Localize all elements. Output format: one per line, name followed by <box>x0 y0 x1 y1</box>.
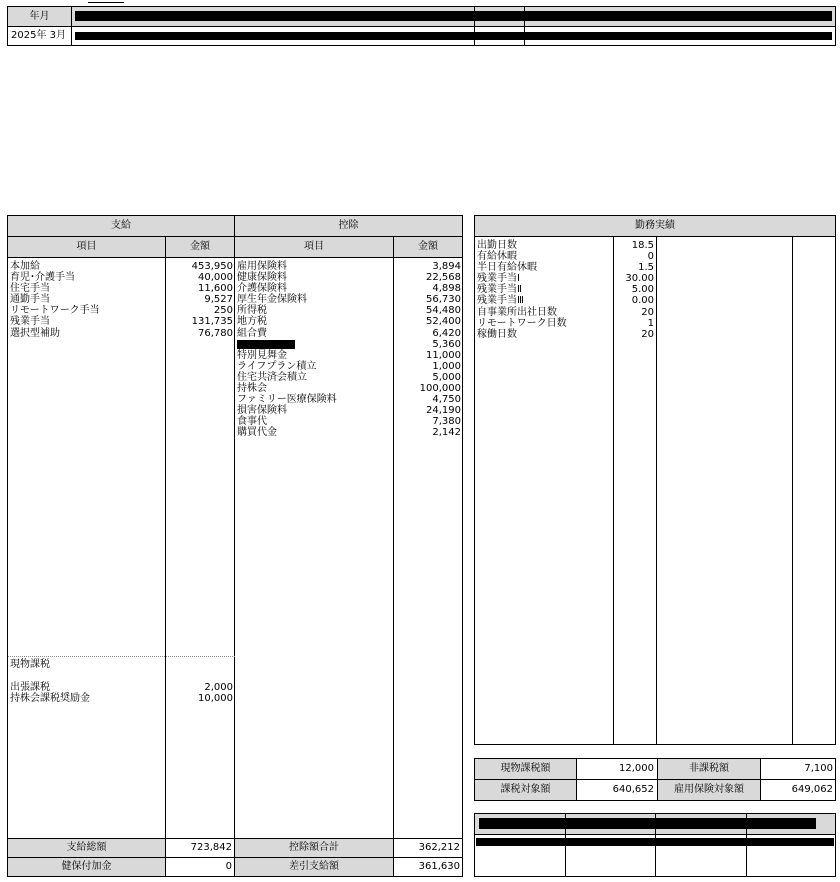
insurance-addition-value: 0 <box>225 861 232 872</box>
attendance-labels <box>477 240 611 340</box>
top-underline <box>88 2 124 3</box>
list-item: 持株会 <box>237 383 267 395</box>
list-item: 所得税 <box>237 305 267 317</box>
list-item: 4,750 <box>432 394 461 406</box>
deductions-section-title: 控除 <box>234 215 463 237</box>
non-taxable-value: 7,100 <box>804 763 833 774</box>
list-item: 56,730 <box>426 294 461 306</box>
deductions-item-labels <box>237 261 389 439</box>
col-divider <box>613 236 614 745</box>
taxable-base-label: 課税対象額 <box>500 784 551 795</box>
redaction-bar <box>476 838 834 846</box>
list-item: 5.00 <box>631 284 654 296</box>
list-item: 購買代金 <box>237 427 277 439</box>
list-item: 住宅手当 <box>10 283 50 295</box>
taxable-base-value: 640,652 <box>612 784 654 795</box>
list-item: 24,190 <box>426 405 461 417</box>
payments-section-title: 支給 <box>7 215 235 237</box>
list-item: 稼働日数 <box>477 328 517 340</box>
deductions-col-amount: 金額 <box>393 236 463 258</box>
deductions-item-amounts <box>396 261 461 439</box>
attendance-section-title: 勤務実績 <box>474 215 836 237</box>
list-item: 22,568 <box>426 272 461 284</box>
list-item: 7,380 <box>432 416 461 428</box>
employment-ins-base-label: 雇用保険対象額 <box>674 784 744 795</box>
in-kind-heading: 現物課税 <box>10 659 50 670</box>
col-divider <box>234 257 235 877</box>
list-item: 54,480 <box>426 305 461 317</box>
list-item: 食事代 <box>237 416 267 428</box>
period-header-label: 年月 <box>7 6 72 27</box>
col-divider <box>656 236 657 745</box>
list-item: 6,420 <box>432 327 461 339</box>
net-pay-value: 361,630 <box>418 861 460 872</box>
list-item: 9,527 <box>204 294 233 306</box>
list-item: 5,000 <box>432 371 461 383</box>
list-item: 11,600 <box>198 283 233 295</box>
list-item: 3,894 <box>432 261 461 272</box>
list-item: 持株会課税奨励金 <box>10 693 90 705</box>
list-item: 250 <box>213 305 233 317</box>
in-kind-item-labels <box>10 682 160 704</box>
col-divider <box>792 236 793 745</box>
list-item: 0.00 <box>631 295 654 307</box>
list-item: 地方税 <box>237 316 267 328</box>
payments-item-labels <box>10 261 160 339</box>
redaction-bar <box>237 340 295 349</box>
list-item: 育児･介護手当 <box>10 272 75 284</box>
list-item: 組合費 <box>237 327 267 339</box>
list-item: 有給休暇 <box>477 251 517 263</box>
list-item: ファミリー医療保険料 <box>237 394 337 406</box>
list-item: 4,898 <box>432 283 461 295</box>
list-item: 通勤手当 <box>10 294 50 306</box>
employment-ins-base-value: 649,062 <box>791 784 833 795</box>
list-item: 選択型補助 <box>10 327 60 339</box>
list-item: 介護保険料 <box>237 283 287 295</box>
list-item: 40,000 <box>198 272 233 284</box>
list-item: 本加給 <box>10 261 40 272</box>
payments-item-amounts <box>168 261 233 339</box>
list-item: 2,142 <box>432 427 461 439</box>
list-item: 残業手当Ⅰ <box>477 273 520 285</box>
period-value-label: 2025年 3月 <box>7 26 72 46</box>
net-pay-label: 差引支給額 <box>289 861 339 872</box>
list-item: 30.00 <box>625 273 654 285</box>
list-item: 0 <box>647 251 654 263</box>
redaction-bar <box>75 11 832 21</box>
list-item: 453,950 <box>191 261 233 272</box>
payments-col-amount: 金額 <box>165 236 235 258</box>
list-item: 雇用保険料 <box>237 261 287 272</box>
list-item: 1 <box>647 317 654 329</box>
list-item: 11,000 <box>426 349 461 361</box>
in-kind-taxable-label: 現物課税額 <box>500 763 551 774</box>
list-item: 100,000 <box>419 383 461 395</box>
total-deduction-label: 控除額合計 <box>289 842 339 853</box>
in-kind-item-amounts <box>168 682 233 704</box>
redaction-bar <box>479 818 816 829</box>
deductions-col-item: 項目 <box>234 236 394 258</box>
list-item: 出張課税 <box>10 682 50 693</box>
list-item: 10,000 <box>198 693 233 705</box>
redaction-bar <box>75 32 832 40</box>
list-item: 半日有給休暇 <box>477 262 537 274</box>
list-item <box>237 339 389 350</box>
list-item: 損害保険料 <box>237 405 287 417</box>
list-item: 52,400 <box>426 316 461 328</box>
list-item: 5,360 <box>432 338 461 350</box>
list-item: 残業手当Ⅱ <box>477 284 522 296</box>
list-item: 18.5 <box>631 240 654 251</box>
list-item: ライフプラン積立 <box>237 360 317 372</box>
total-deduction-value: 362,212 <box>418 842 460 853</box>
col-divider <box>393 257 394 877</box>
list-item: 特別見舞金 <box>237 349 287 361</box>
list-item: 残業手当 <box>10 316 50 328</box>
total-pay-label: 支給総額 <box>66 842 107 853</box>
payments-col-item: 項目 <box>7 236 166 258</box>
list-item: リモートワーク手当 <box>10 305 100 317</box>
insurance-addition-label: 健保付加金 <box>61 861 112 872</box>
attendance-values <box>615 240 654 340</box>
list-item: 20 <box>641 306 654 318</box>
list-item: 131,735 <box>191 316 233 328</box>
list-item: 健康保険料 <box>237 272 287 284</box>
list-item: 76,780 <box>198 327 233 339</box>
total-pay-value: 723,842 <box>190 842 232 853</box>
in-kind-divider <box>8 656 235 657</box>
col-divider <box>165 257 166 877</box>
in-kind-taxable-value: 12,000 <box>619 763 654 774</box>
row-divider <box>474 779 836 780</box>
list-item: 20 <box>641 328 654 340</box>
list-item: 出勤日数 <box>477 240 517 251</box>
list-item: 残業手当Ⅲ <box>477 295 524 307</box>
list-item: 2,000 <box>204 682 233 693</box>
list-item: 住宅共済会積立 <box>237 371 307 383</box>
list-item: 自事業所出社日数 <box>477 306 557 318</box>
non-taxable-label: 非課税額 <box>689 763 729 774</box>
list-item: 厚生年金保険料 <box>237 294 307 306</box>
list-item: 1,000 <box>432 360 461 372</box>
list-item: 1.5 <box>638 262 654 274</box>
list-item: リモートワーク日数 <box>477 317 567 329</box>
